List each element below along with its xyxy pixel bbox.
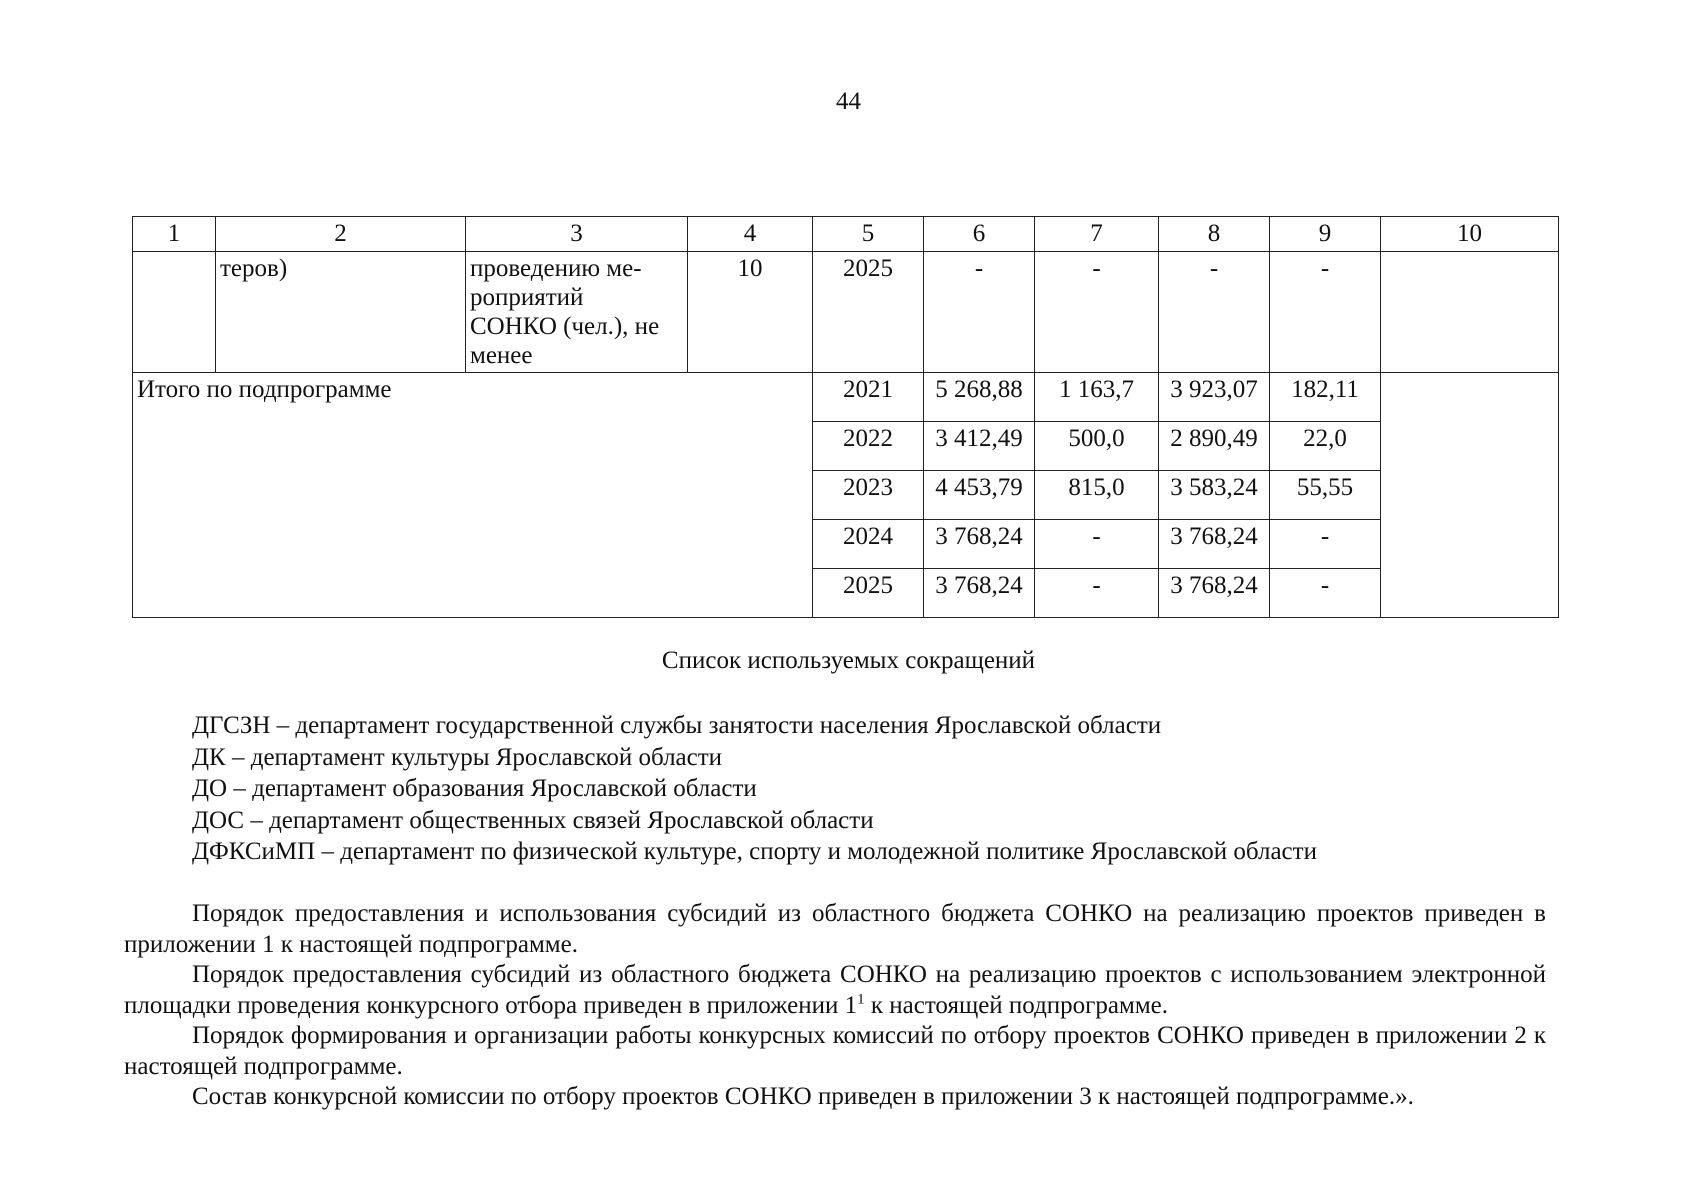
header-cell: 9 [1270, 217, 1381, 252]
abbreviation-item: ДК – департамент культуры Ярославской области [192, 743, 723, 771]
cell-1 [133, 252, 216, 373]
cell-amount: 55,55 [1270, 471, 1381, 520]
cell-amount: 3 923,07 [1159, 373, 1270, 422]
cell-amount: - [1270, 252, 1381, 373]
cell-amount: 815,0 [1035, 471, 1159, 520]
total-label: Итого по подпрограмме [133, 373, 813, 618]
cell-amount: 3 768,24 [924, 569, 1035, 618]
cell-indicator [466, 252, 688, 373]
header-cell: 8 [1159, 217, 1270, 252]
cell-year: 2022 [813, 422, 924, 471]
page-number: 44 [836, 88, 861, 115]
header-cell: 7 [1035, 217, 1159, 252]
table-row [133, 252, 1559, 373]
header-cell: 4 [688, 217, 813, 252]
cell-amount: 2 890,49 [1159, 422, 1270, 471]
abbreviation-item: ДО – департамент образования Ярославской области [192, 775, 757, 802]
cell-value: 10 [688, 252, 813, 373]
cell-amount: 3 583,24 [1159, 471, 1270, 520]
header-cell: 3 [466, 217, 688, 252]
cell-year: 2025 [813, 252, 924, 373]
indicator-line: проведению ме- [470, 255, 642, 282]
cell-10 [1381, 252, 1559, 373]
cell-amount: - [1035, 569, 1159, 618]
cell-amount: - [1270, 520, 1381, 569]
header-cell: 10 [1381, 217, 1559, 252]
cell-year: 2023 [813, 471, 924, 520]
abbreviation-item: ДГСЗН – департамент государственной службы занятости населения Ярославской области [192, 712, 1162, 739]
header-cell: 1 [133, 217, 216, 252]
cell-10 [1381, 373, 1559, 618]
cell-amount: 22,0 [1270, 422, 1381, 471]
cell-amount: - [1035, 252, 1159, 373]
paragraph-text: Порядок предоставления субсидий из областного бюджета СОНКО на реализацию проектов с использованием электронной площадки проведения конкурсного отбора приведен в приложении 1 [124, 961, 1546, 1019]
cell-amount: 1 163,7 [1035, 373, 1159, 422]
cell-amount: 182,11 [1270, 373, 1381, 422]
header-cell: 6 [924, 217, 1035, 252]
cell-executor: теров) [216, 252, 466, 373]
cell-amount: 3 412,49 [924, 422, 1035, 471]
header-cell: 5 [813, 217, 924, 252]
indicator-line: СОНКО (чел.), не [470, 313, 660, 340]
cell-amount: 3 768,24 [1159, 520, 1270, 569]
indicator-line: менее [470, 342, 533, 369]
abbreviations-list [192, 710, 1317, 868]
cell-amount: - [924, 252, 1035, 373]
cell-year: 2024 [813, 520, 924, 569]
cell-amount: 3 768,24 [1159, 569, 1270, 618]
paragraph [124, 960, 1546, 1021]
paragraph-text: к настоящей подпрограмме. [864, 991, 1169, 1019]
cell-year: 2025 [813, 569, 924, 618]
cell-amount: - [1035, 520, 1159, 569]
paragraph: Состав конкурсной комиссии по отбору проектов СОНКО приведен в приложении 3 к настоящей подпрограмме.». [192, 1083, 1414, 1110]
paragraph: Порядок предоставления и использования субсидий из областного бюджета СОНКО на реализацию проектов приведен в приложении 1 к настоящей подпрограмме. [124, 900, 1546, 958]
abbreviation-item: ДОС – департамент общественных связей Ярославской области [192, 806, 874, 834]
indicator-line: роприятий [470, 284, 584, 311]
cell-amount: 3 768,24 [924, 520, 1035, 569]
cell-amount: 4 453,79 [924, 471, 1035, 520]
table-row [133, 373, 1559, 422]
cell-amount: - [1270, 569, 1381, 618]
subprogram-table [132, 216, 1559, 618]
body-paragraphs [124, 899, 1546, 1113]
superscript: 1 [857, 991, 865, 1008]
abbreviation-item: ДФКСиМП – департамент по физической культуре, спорту и молодежной политике Ярославской области [192, 838, 1317, 865]
table-header-row [133, 217, 1559, 252]
cell-amount: 5 268,88 [924, 373, 1035, 422]
cell-amount: - [1159, 252, 1270, 373]
cell-amount: 500,0 [1035, 422, 1159, 471]
paragraph: Порядок формирования и организации работы конкурсных комиссий по отбору проектов СОНКО приведен в приложении 2 к настоящей подпрограмме. [124, 1022, 1546, 1080]
header-cell: 2 [216, 217, 466, 252]
abbreviations-title: Список используемых сокращений [661, 647, 1036, 674]
cell-year: 2021 [813, 373, 924, 422]
